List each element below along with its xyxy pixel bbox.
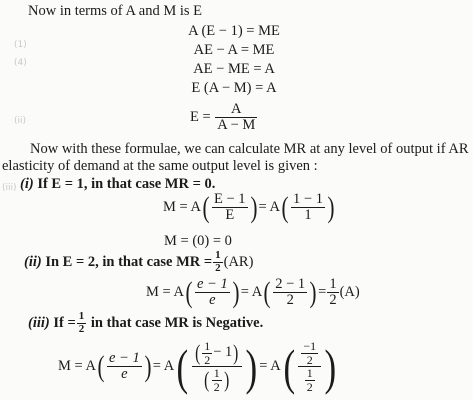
equation-lhs: M = A [146,284,184,301]
e-formula-lhs: E = [190,109,211,126]
margin-mark: (4) [14,58,27,68]
case-ii-heading [24,250,253,274]
derivation-line: AE − ME = A [193,61,275,77]
case-text: In E = 2, in that case MR = [45,253,213,270]
case-text: If = [53,314,76,331]
paren-open: ( [185,275,193,309]
fraction-numerator: −1 [303,339,317,353]
paragraph-line: elasticity of demand at the same output level is given : [2,158,318,174]
case-i-result: M = (0) = 0 [164,233,232,249]
fraction-denominator: e [209,292,216,309]
equation-mid: = A [258,199,281,216]
fraction-denominator: 2 [213,379,220,394]
paren-open: ( [204,367,210,393]
paren-close: ) [233,340,239,366]
case-label: (i) [20,176,34,192]
compound-fraction [192,340,242,393]
fraction [273,277,307,308]
paragraph-line: Now with these formulae, we can calculate MR at any level of output if AR [30,141,469,157]
derivation-line: A (E − 1) = ME [188,23,280,39]
paren-close: ) [250,190,258,224]
case-ii-equation [146,277,360,308]
paren-close: ) [232,275,240,309]
fraction-numerator: E − 1 [214,191,246,207]
paren-close: ) [223,367,229,393]
fraction-numerator: 1 [306,366,313,381]
compound-fraction [298,340,321,393]
paren-close: ) [309,275,317,309]
equation-mid: = A [259,358,281,375]
fraction-tail: − 1 [213,344,233,361]
e-formula [190,102,258,133]
fraction-denominator: 2 [306,352,313,367]
paren-open: ( [194,340,201,366]
case-label: (ii) [24,253,42,270]
fraction-numerator [298,340,321,367]
fraction-denominator: 2 [204,352,211,367]
equation-mid: = A [240,284,263,301]
fraction [107,351,142,382]
intro-text: Now in terms of A and M is E [28,3,202,19]
fraction [305,367,315,393]
fraction [301,340,318,366]
paren-open: ( [281,190,289,224]
paren-open: ( [283,338,295,395]
fraction-denominator: 1 [304,207,312,224]
case-i-equation [163,192,336,223]
equation-eq: = [318,284,327,301]
case-iii-heading [28,311,263,335]
fraction [195,277,230,308]
fraction-numerator: 1 [213,366,220,381]
fraction [212,367,222,393]
fraction-denominator: 2 [215,261,221,274]
equation-mid: = A [152,358,175,375]
fraction-half [77,311,87,335]
equation-lhs: M = A [58,358,96,375]
derivation-line: AE − A = ME [193,42,275,58]
fraction-denominator: E [225,207,235,224]
fraction-denominator: 2 [78,322,85,335]
fraction-numerator: e − 1 [109,349,140,366]
fraction [291,192,325,223]
paren-close: ) [327,190,335,224]
fraction-denominator: e [121,366,128,383]
fraction [212,192,248,223]
fraction-denominator [192,367,242,393]
paren-close: ) [324,338,337,395]
paren-open: ( [202,190,210,224]
case-iii-equation [58,340,339,393]
case-label: (iii) [28,314,50,331]
fraction-numerator: 2 − 1 [275,276,306,292]
fraction-numerator: 1 [215,249,221,261]
fraction [202,340,212,366]
fraction-numerator [192,340,242,367]
equation-tail: (A) [339,284,360,301]
case-text-tail: (AR) [223,253,254,270]
fraction-numerator: 1 [78,310,85,322]
paren-close: ) [144,349,152,383]
fraction-half [327,277,338,308]
case-text: If E = 1, in that case MR = 0. [37,176,216,192]
paren-open: ( [176,338,189,395]
fraction-denominator: 2 [329,292,337,309]
derivation-line: E (A − M) = A [191,80,277,96]
margin-mark: (ii) [14,116,27,126]
fraction-denominator: 2 [306,379,313,394]
paren-open: ( [97,349,105,383]
fraction-numerator: 1 [329,276,337,292]
paren-close: ) [245,338,257,395]
fraction-denominator: 2 [286,292,294,309]
e-formula-fraction [215,102,257,133]
case-i-heading [20,177,215,192]
fraction-half [213,250,223,274]
paren-open: ( [263,275,271,309]
equation-lhs: M = A [163,199,201,216]
fraction-numerator: 1 − 1 [293,191,323,207]
fraction-denominator [298,367,321,393]
fraction-numerator: A [215,102,257,118]
margin-mark: (1) [14,40,27,50]
fraction-denominator: A − M [217,117,256,134]
fraction-numerator: e − 1 [197,276,228,292]
margin-mark: (iii) [2,183,17,193]
case-text: in that case MR is Negative. [90,314,264,331]
fraction-numerator: 1 [204,339,211,353]
